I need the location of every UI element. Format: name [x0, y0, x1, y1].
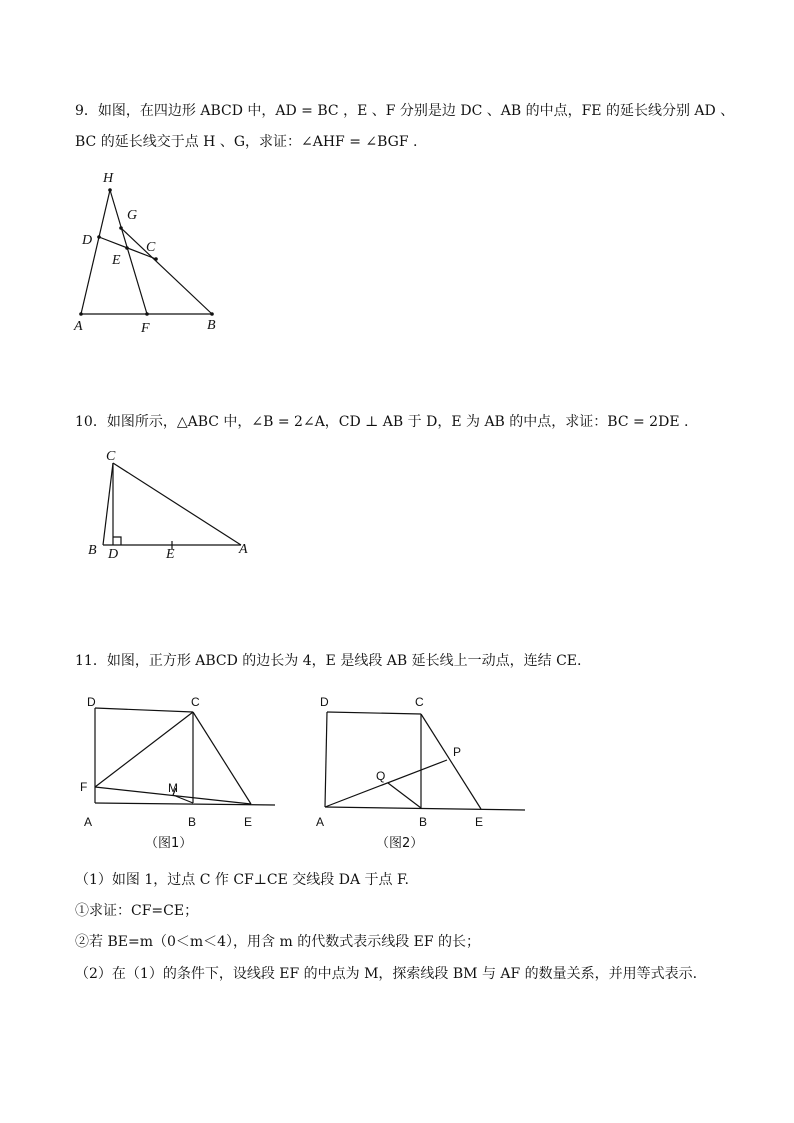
label-A-11b: A [316, 815, 325, 829]
label-C-11a: C [191, 695, 200, 709]
label-B: B [207, 318, 216, 333]
problem-11-figure-2 [325, 712, 525, 810]
problem-10-figure [103, 463, 241, 549]
label-B-11a: B [188, 815, 197, 829]
label-E-11a: E [244, 815, 253, 829]
label-D: D [82, 233, 93, 248]
label-E: E [112, 253, 121, 268]
problem-9-text-line2: BC 的延长线交于点 H 、G，求证：∠AHF = ∠BGF . [75, 134, 418, 150]
label-A-11a: A [84, 815, 93, 829]
label-E-11b: E [475, 815, 484, 829]
label-H: H [103, 171, 114, 186]
label-F-11a: F [80, 780, 88, 794]
label-E-10: E [166, 547, 175, 562]
problem-11-part1a: ①求证：CF=CE； [75, 903, 199, 919]
label-C-10: C [106, 449, 116, 464]
label-D-10: D [108, 547, 119, 562]
label-A-10: A [239, 542, 248, 557]
label-F: F [141, 321, 150, 336]
problem-11-part1: （1）如图 1，过点 C 作 CF⊥CE 交线段 DA 于点 F. [75, 872, 409, 888]
label-A: A [74, 319, 83, 334]
label-D-11a: D [87, 695, 96, 709]
problem-9-text-line1: 9．如图，在四边形 ABCD 中，AD = BC ，E 、F 分别是边 DC 、AB 的中点，FE 的延长线分别 AD 、 [75, 103, 735, 119]
problem-10-text: 10．如图所示，△ABC 中，∠B = 2∠A，CD ⊥ AB 于 D，E 为 AB 的中点，求证：BC = 2DE . [75, 414, 689, 430]
label-C: C [146, 240, 156, 255]
label-P-11b: P [453, 745, 462, 759]
label-C-11b: C [415, 695, 424, 709]
figure-1-caption: （图1） [145, 836, 193, 851]
label-D-11b: D [320, 695, 329, 709]
problem-11-figure-1 [95, 708, 275, 805]
label-B-10: B [88, 543, 97, 558]
label-Q-11b: Q [376, 769, 386, 783]
label-G: G [127, 208, 138, 223]
problem-11-text: 11．如图，正方形 ABCD 的边长为 4，E 是线段 AB 延长线上一动点，连结 CE. [75, 653, 582, 669]
label-M-11a: M [168, 781, 178, 795]
label-B-11b: B [419, 815, 428, 829]
problem-11-part1b: ②若 BE=m（0＜m＜4），用含 m 的代数式表示线段 EF 的长； [75, 934, 481, 950]
figure-2-caption: （图2） [376, 836, 424, 851]
problem-11-part2: （2）在（1）的条件下，设线段 EF 的中点为 M，探索线段 BM 与 AF 的数量关系，并用等式表示. [75, 966, 698, 982]
